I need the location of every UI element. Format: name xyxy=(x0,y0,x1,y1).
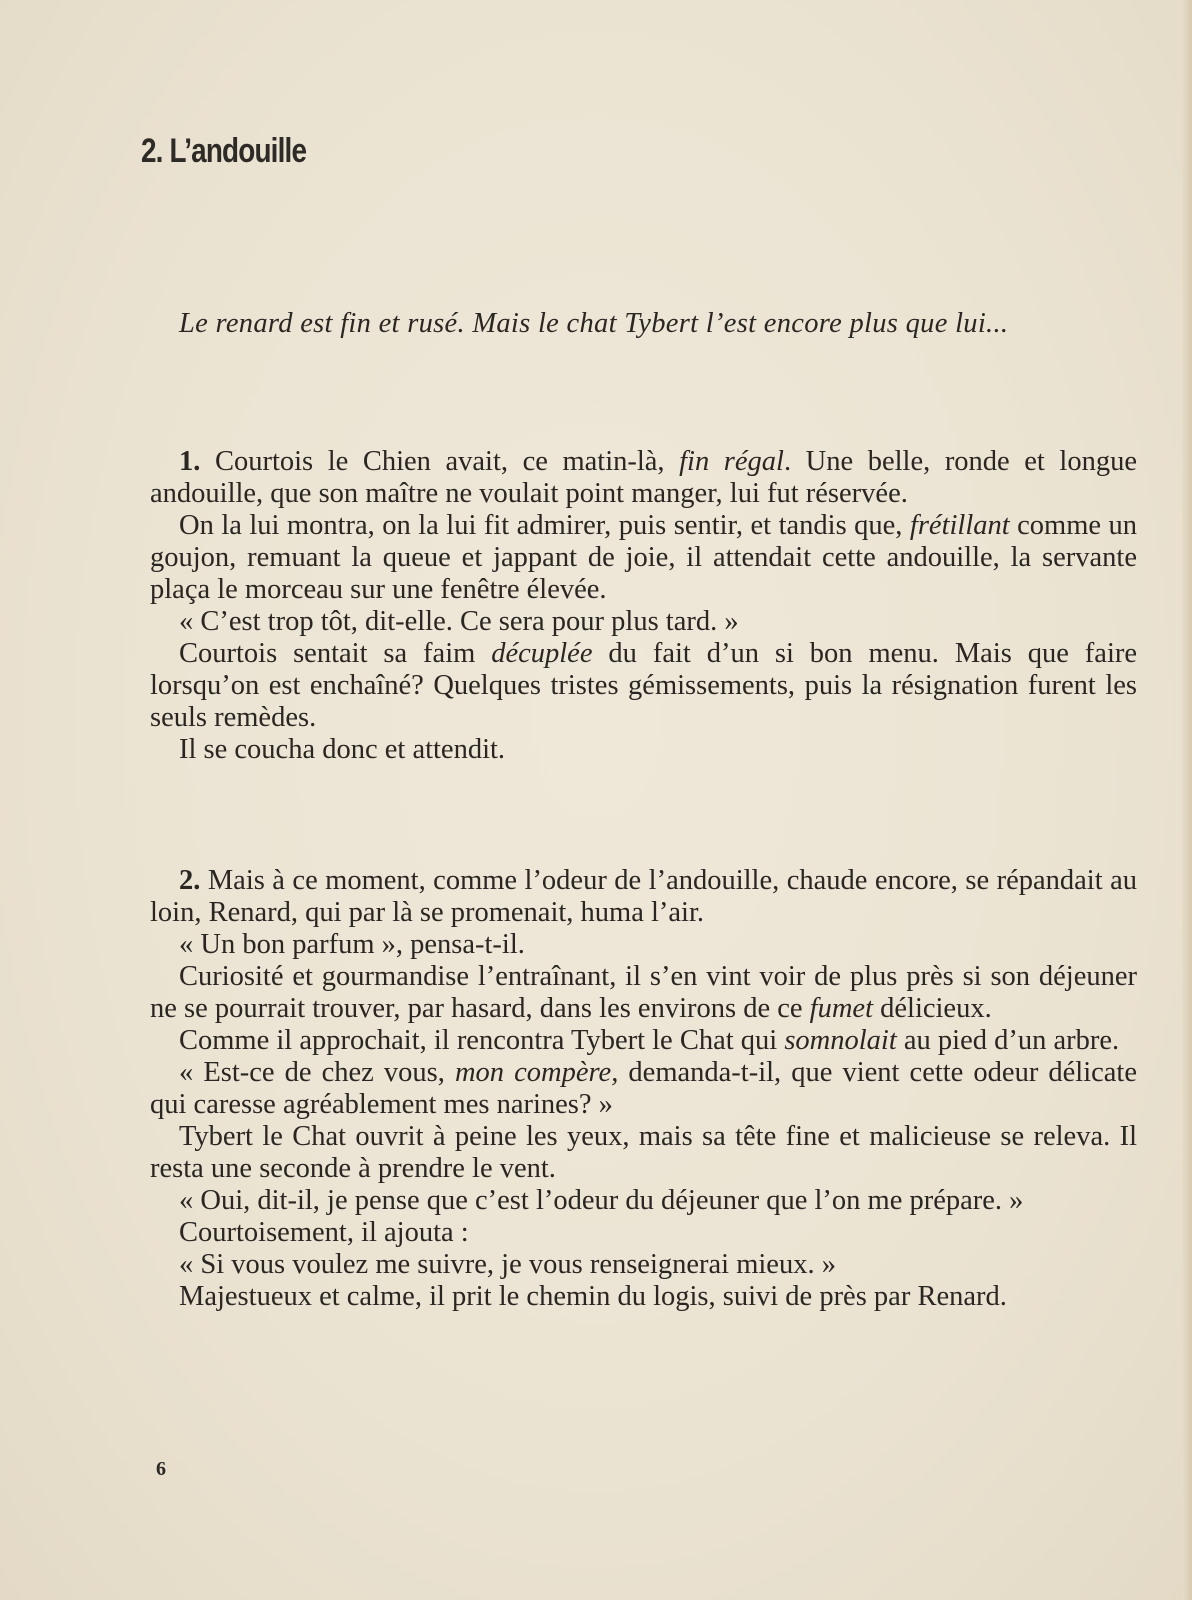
section-2-paragraph-8: Courtoisement, il ajouta : xyxy=(179,1217,469,1248)
section-2-paragraph-6: Tybert le Chat ouvrit à peine les yeux, mais sa tête fine et malicieuse se releva. Il resta une seconde à prendre le vent. xyxy=(150,1121,1137,1184)
section-1-paragraph-5: Il se coucha donc et attendit. xyxy=(179,734,506,765)
text-span: Comme il approchait, il rencontra Tybert le Chat qui xyxy=(179,1025,778,1056)
text-span: Mais à ce moment, comme l’odeur de l’andouille, chaude encore, se répandait au loin, Renard, qui par là se promenait, huma l’air. xyxy=(150,865,1137,928)
text-span: . Une belle, ronde et longue andouille, que son maître ne voulait point manger, lui fut réservée. xyxy=(150,446,1137,509)
italic-term: fin régal xyxy=(679,446,784,477)
italic-term: mon compère, xyxy=(454,1057,619,1088)
section-1-paragraph-4 xyxy=(150,638,1137,734)
section-2-paragraph-3 xyxy=(150,961,1137,1025)
section-2 xyxy=(150,865,1137,1313)
italic-term: décuplée xyxy=(491,638,593,669)
section-2-paragraph-9: « Si vous voulez me suivre, je vous renseignerai mieux. » xyxy=(179,1249,836,1280)
section-2-paragraph-5 xyxy=(150,1057,1137,1121)
section-1-number: 1. xyxy=(179,446,201,477)
text-span: Courtois le Chien avait, ce matin-là, xyxy=(214,446,665,477)
section-2-paragraph-10: Majestueux et calme, il prit le chemin du logis, suivi de près par Renard. xyxy=(179,1281,1007,1312)
section-1-paragraph-3: « C’est trop tôt, dit-elle. Ce sera pour plus tard. » xyxy=(179,606,739,637)
chapter-title: 2. L’andouille xyxy=(141,132,307,170)
chapter-intro xyxy=(150,308,1137,340)
page-edge xyxy=(1182,0,1192,1600)
italic-term: somnolait xyxy=(784,1025,897,1056)
section-1-paragraph-1 xyxy=(150,446,1137,510)
section-2-paragraph-1 xyxy=(150,865,1137,929)
text-span: délicieux. xyxy=(880,993,992,1024)
text-span: demanda-t-il, que vient cette odeur délicate qui caresse agréablement mes narines? » xyxy=(150,1057,1137,1120)
intro-paragraph: Le renard est fin et rusé. Mais le chat Tybert l’est encore plus que lui... xyxy=(179,308,1009,339)
section-2-paragraph-7: « Oui, dit-il, je pense que c’est l’odeur du déjeuner que l’on me prépare. » xyxy=(179,1185,1024,1216)
section-2-paragraph-2: « Un bon parfum », pensa-t-il. xyxy=(179,929,525,960)
italic-term: fumet xyxy=(809,993,873,1024)
text-span: comme un goujon, remuant la queue et jappant de joie, il attendait cette andouille, la servante plaça le morceau sur une fenêtre élevée. xyxy=(150,510,1138,605)
section-1-paragraph-2 xyxy=(150,510,1137,606)
section-1 xyxy=(150,446,1137,766)
section-2-number: 2. xyxy=(179,865,201,896)
text-span: On la lui montra, on la lui fit admirer, puis sentir, et tandis que, xyxy=(179,510,903,541)
text-span: Courtois sentait sa faim xyxy=(179,638,476,669)
text-span: du fait d’un si bon menu. Mais que faire lorsqu’on est enchaîné? Quelques tristes gémissements, puis la résignation furent les seuls remèdes. xyxy=(150,638,1138,733)
text-span: au pied d’un arbre. xyxy=(903,1025,1120,1056)
section-2-paragraph-4 xyxy=(150,1025,1137,1057)
text-span: Curiosité et gourmandise l’entraînant, il s’en vint voir de plus près si son déjeuner ne se pourrait trouver, par hasard, dans les environs de ce xyxy=(150,961,1137,1024)
page-number: 6 xyxy=(156,1458,166,1480)
italic-term: frétillant xyxy=(909,510,1010,541)
text-span: « Est-ce de chez vous, xyxy=(179,1057,445,1088)
